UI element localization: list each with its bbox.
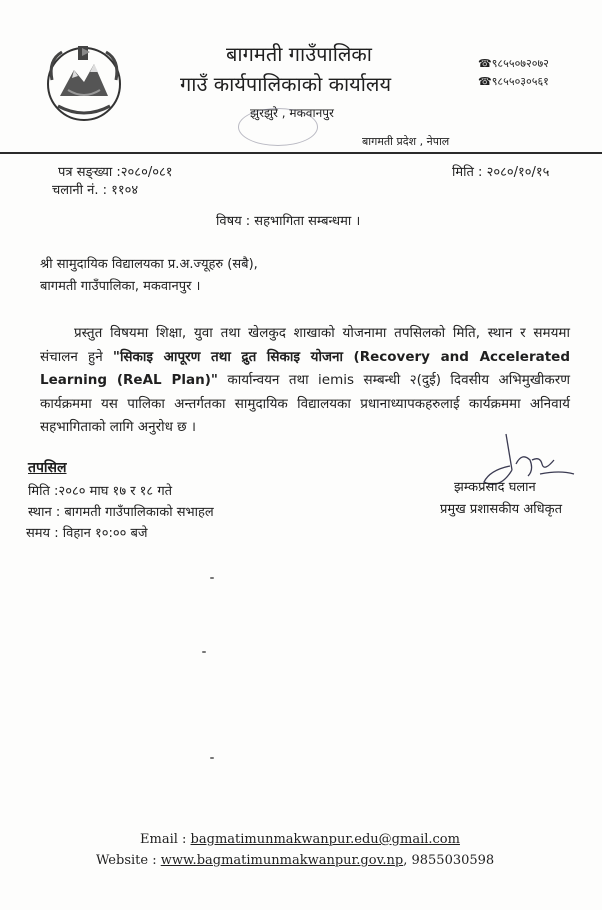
details-heading: तपसिल <box>28 460 67 476</box>
footer-phone: , 9855030598 <box>403 853 495 868</box>
letter-subject: विषय : सहभागिता सम्बन्धमा । <box>216 214 361 229</box>
email-label: Email : <box>140 832 187 847</box>
details-date: मिति :२०८० माघ १७ र १८ गते <box>28 484 173 499</box>
addressee-line2: बागमती गाउँपालिका, मकवानपुर । <box>40 279 201 294</box>
office-title-line1: बागमती गाउँपालिका <box>226 42 372 66</box>
body-text-bold: "सिकाइ आपूरण तथा द्रुत सिकाइ योजना (Recovery and Accelerated Learning (ReAL Plan)" <box>40 348 570 388</box>
phone-number-1: ☎९८५५०७२०७२ <box>478 57 549 70</box>
body-text-part2: कार्यान्वयन तथा iemis सम्बन्धी २(दुई) दिवसीय अभिमुखीकरण कार्यक्रममा यस पालिका अन्तर्गतका सामुदायिक विद्यालयका प्रधानाध्यापकहरुलाई कार्यक्रममा अनिवार्य सहभागिताको लागि अनुरोध छ । <box>40 372 571 435</box>
footer-website <box>96 853 494 868</box>
nepal-emblem-icon <box>38 40 130 124</box>
letter-body <box>40 322 570 440</box>
addressee-line1: श्री सामुदायिक विद्यालयका प्र.अ.ज्यूहरु (सबै), <box>40 257 258 272</box>
signatory-name: झम्कप्रसाद घलान <box>454 480 536 495</box>
dispatch-number: चलानी नं. : ११०४ <box>52 183 139 198</box>
website-label: Website : <box>96 853 157 868</box>
body-paragraph <box>40 322 570 440</box>
office-title-line2: गाउँ कार्यपालिकाको कार्यालय <box>180 72 392 96</box>
province-label: बागमती प्रदेश , नेपाल <box>362 135 450 148</box>
email-link[interactable]: bagmatimunmakwanpur.edu@gmail.com <box>190 832 460 847</box>
body-text-part1: प्रस्तुत विषयमा शिक्षा, युवा तथा खेलकुद शाखाको योजनामा तपसिलको मिति, स्थान र समयमा संचालन हुने <box>40 325 570 365</box>
scan-speck <box>210 757 214 759</box>
website-link[interactable]: www.bagmatimunmakwanpur.gov.np <box>160 853 404 868</box>
phone-number-2: ☎९८५५०३०५६१ <box>478 75 549 88</box>
letter-date: मिति : २०८०/१०/१५ <box>452 165 550 180</box>
footer-email <box>140 832 460 847</box>
scan-speck <box>210 577 214 579</box>
scan-speck <box>202 651 206 653</box>
details-time: समय : विहान १०:०० बजे <box>26 526 148 541</box>
reference-number: पत्र सङ्ख्या :२०८०/०८१ <box>58 165 173 180</box>
signatory-title: प्रमुख प्रशासकीय अधिकृत <box>440 502 563 517</box>
details-venue: स्थान : बागमती गाउँपालिकाको सभाहल <box>28 505 214 520</box>
header-divider <box>0 152 602 154</box>
office-stamp <box>238 108 318 146</box>
office-location: झुरझुरे , मकवानपुर <box>250 106 334 120</box>
